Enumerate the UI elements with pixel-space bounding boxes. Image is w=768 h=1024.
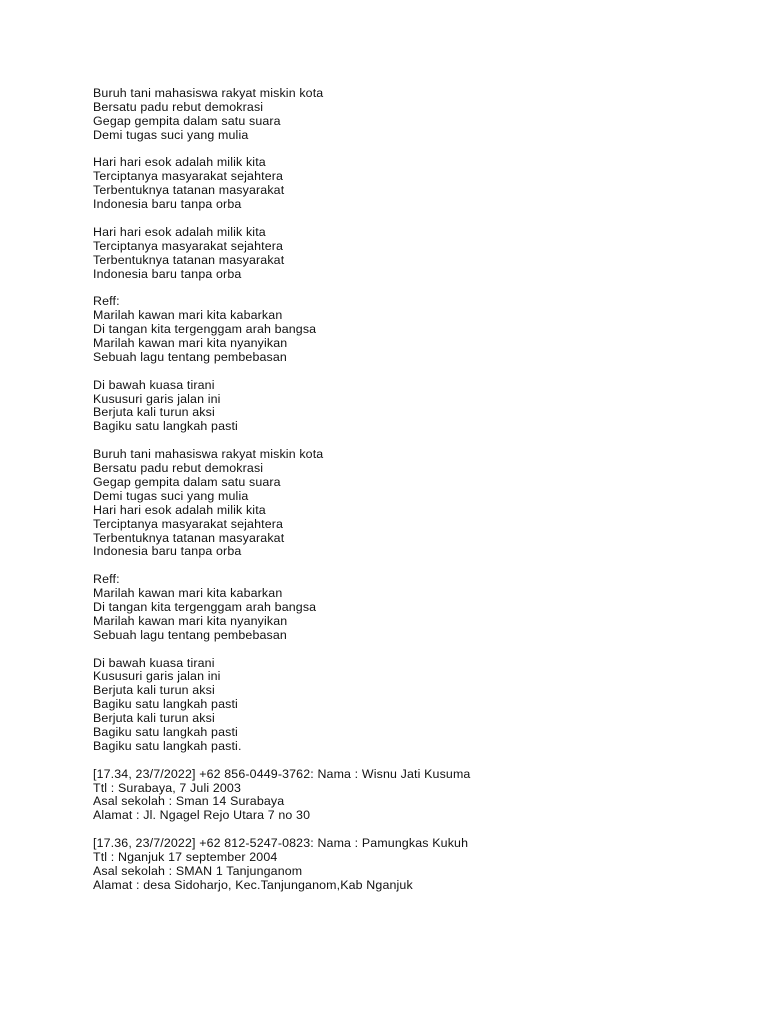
text-line: Buruh tani mahasiswa rakyat miskin kota <box>93 447 324 462</box>
text-line: Hari hari esok adalah milik kita <box>93 502 266 517</box>
chat-entry-2 <box>93 837 713 893</box>
text-line: Terciptanya masyarakat sejahtera <box>93 516 284 531</box>
text-line: Marilah kawan mari kita nyanyikan <box>93 613 288 628</box>
text-line: Bagiku satu langkah pasti. <box>93 738 242 753</box>
text-line: Berjuta kali turun aksi <box>93 711 215 726</box>
text-line: Terbentuknya tatanan masyarakat <box>93 183 285 198</box>
text-line: Marilah kawan mari kita nyanyikan <box>93 336 288 351</box>
verse-2 <box>93 156 713 212</box>
text-line: Gegap gempita dalam satu suara <box>93 113 281 128</box>
text-line: Di tangan kita tergenggam arah bangsa <box>93 322 317 337</box>
text-line: Kususuri garis jalan ini <box>93 669 221 684</box>
address-info: Alamat : desa Sidoharjo, Kec.Tanjunganom,Kab Nganjuk <box>93 877 413 892</box>
birth-info: Ttl : Nganjuk 17 september 2004 <box>93 849 278 864</box>
chat-entry-1 <box>93 768 713 824</box>
reff-2 <box>93 573 713 642</box>
text-line: Bagiku satu langkah pasti <box>93 697 238 712</box>
text-line: Buruh tani mahasiswa rakyat miskin kota <box>93 86 324 100</box>
verse-1 <box>93 87 713 143</box>
address-info: Alamat : Jl. Ngagel Rejo Utara 7 no 30 <box>93 808 311 823</box>
text-line: Di bawah kuasa tirani <box>93 377 215 392</box>
text-line: Marilah kawan mari kita kabarkan <box>93 586 283 601</box>
reff-label: Reff: <box>93 294 120 309</box>
reff-label: Reff: <box>93 572 120 587</box>
text-line: Sebuah lagu tentang pembebasan <box>93 627 287 642</box>
school-info: Asal sekolah : SMAN 1 Tanjunganom <box>93 863 303 878</box>
verse-3 <box>93 226 713 282</box>
text-line: Berjuta kali turun aksi <box>93 683 215 698</box>
text-line: Demi tugas suci yang mulia <box>93 488 249 503</box>
text-line: Terciptanya masyarakat sejahtera <box>93 238 284 253</box>
text-line: Bagiku satu langkah pasti <box>93 419 238 434</box>
text-line: Indonesia baru tanpa orba <box>93 197 242 212</box>
text-line: Bersatu padu rebut demokrasi <box>93 461 264 476</box>
verse-6 <box>93 657 713 754</box>
text-line: Marilah kawan mari kita kabarkan <box>93 308 283 323</box>
text-line: Demi tugas suci yang mulia <box>93 127 249 142</box>
text-line: Sebuah lagu tentang pembebasan <box>93 349 287 364</box>
verse-4 <box>93 379 713 435</box>
chat-entry-header: [17.36, 23/7/2022] +62 812-5247-0823: Nama : Pamungkas Kukuh <box>93 836 469 851</box>
text-line: Berjuta kali turun aksi <box>93 405 215 420</box>
reff-1 <box>93 295 713 364</box>
text-line: Indonesia baru tanpa orba <box>93 544 242 559</box>
birth-info: Ttl : Surabaya, 7 Juli 2003 <box>93 780 242 795</box>
text-line: Terbentuknya tatanan masyarakat <box>93 252 285 267</box>
text-line: Di bawah kuasa tirani <box>93 655 215 670</box>
chat-entry-header: [17.34, 23/7/2022] +62 856-0449-3762: Nama : Wisnu Jati Kusuma <box>93 766 471 781</box>
text-line: Indonesia baru tanpa orba <box>93 266 242 281</box>
text-line: Gegap gempita dalam satu suara <box>93 474 281 489</box>
text-line: Hari hari esok adalah milik kita <box>93 224 266 239</box>
text-line: Bagiku satu langkah pasti <box>93 724 238 739</box>
text-line: Di tangan kita tergenggam arah bangsa <box>93 599 317 614</box>
text-line: Terciptanya masyarakat sejahtera <box>93 169 284 184</box>
text-line: Terbentuknya tatanan masyarakat <box>93 530 285 545</box>
text-line: Hari hari esok adalah milik kita <box>93 155 266 170</box>
text-line: Bersatu padu rebut demokrasi <box>93 99 264 114</box>
verse-5 <box>93 448 713 559</box>
text-line: Kususuri garis jalan ini <box>93 391 221 406</box>
document-page <box>93 87 713 907</box>
school-info: Asal sekolah : Sman 14 Surabaya <box>93 794 285 809</box>
